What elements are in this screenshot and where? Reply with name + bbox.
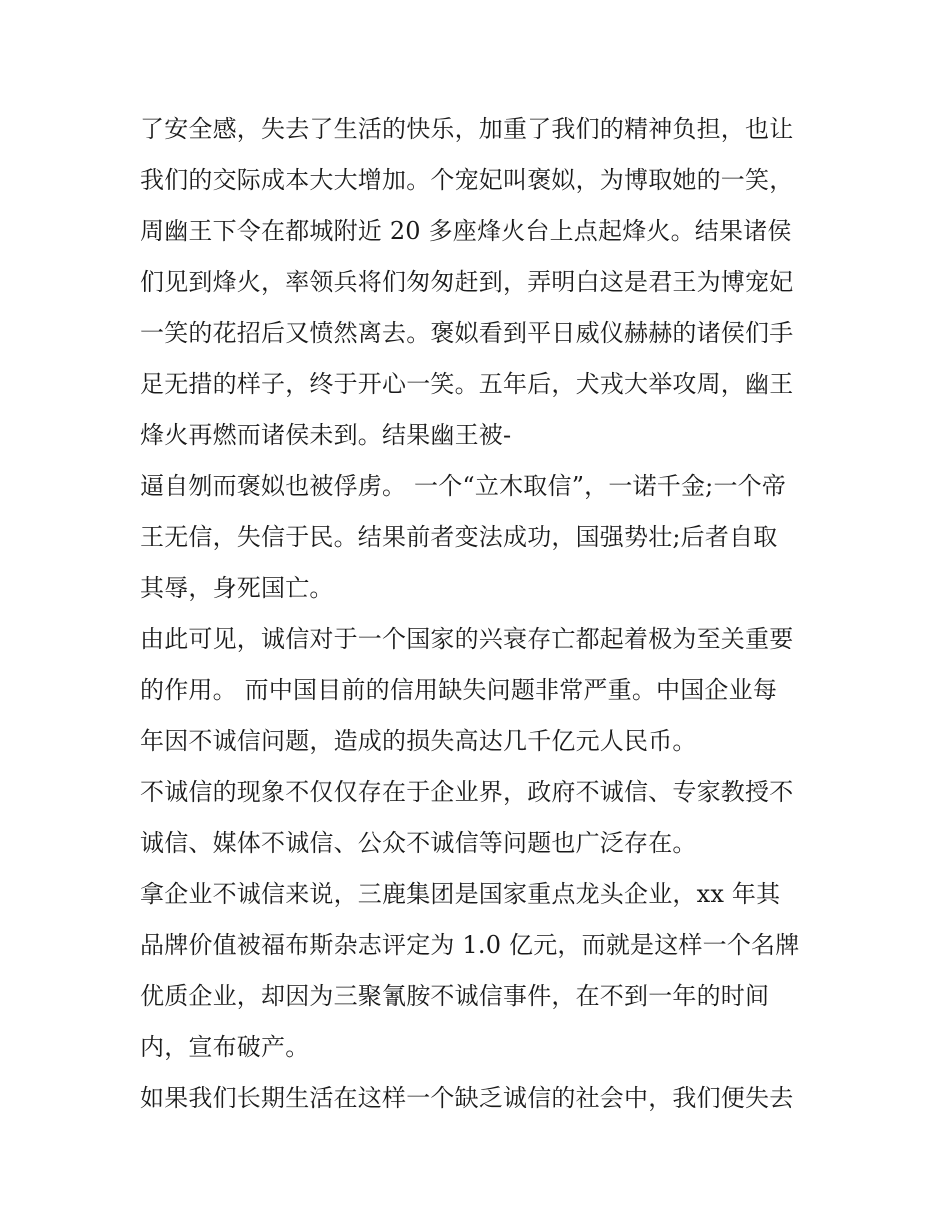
text-line: 了安全感，失去了生活的快乐，加重了我们的精神负担，也让 xyxy=(140,115,794,143)
text-line: 优质企业，却因为三聚氰胺不诚信事件，在不到一年的时间 xyxy=(140,982,770,1010)
text-line: 足无措的样子，终于开心一笑。五年后，犬戎大举攻周，幽王 xyxy=(140,370,794,398)
text-line: 拿企业不诚信来说，三鹿集团是国家重点龙头企业，xx 年其 xyxy=(140,880,781,908)
text-line: 王无信，失信于民。结果前者变法成功，国强势壮;后者自取 xyxy=(140,523,778,551)
text-line: 其辱，身死国亡。 xyxy=(140,574,334,602)
text-line: 由此可见，诚信对于一个国家的兴衰存亡都起着极为至关重要 xyxy=(140,625,794,653)
text-line: 一笑的花招后又愤然离去。褒姒看到平日威仪赫赫的诸侯们手 xyxy=(140,319,794,347)
text-line: 不诚信的现象不仅仅存在于企业界，政府不诚信、专家教授不 xyxy=(140,778,794,806)
text-line: 我们的交际成本大大增加。个宠妃叫褒姒，为博取她的一笑， xyxy=(140,166,794,194)
text-line: 内，宣布破产。 xyxy=(140,1033,310,1061)
text-line: 逼自刎而褒姒也被俘虏。 一个“立木取信”，一诺千金;一个帝 xyxy=(140,472,787,500)
text-line: 品牌价值被福布斯杂志评定为 1.0 亿元，而就是这样一个名牌 xyxy=(140,931,800,959)
text-line: 们见到烽火，率领兵将们匆匆赶到，弄明白这是君王为博宠妃 xyxy=(140,268,794,296)
document-body xyxy=(140,104,820,1124)
text-line: 的作用。 而中国目前的信用缺失问题非常严重。中国企业每 xyxy=(140,676,778,704)
text-line: 如果我们长期生活在这样一个缺乏诚信的社会中，我们便失去 xyxy=(140,1084,794,1112)
text-line: 年因不诚信问题，造成的损失高达几千亿元人民币。 xyxy=(140,727,697,755)
text-line: 诚信、媒体不诚信、公众不诚信等问题也广泛存在。 xyxy=(140,829,697,857)
text-line: 烽火再燃而诸侯未到。结果幽王被- xyxy=(140,421,512,449)
text-line: 周幽王下令在都城附近 20 多座烽火台上点起烽火。结果诸侯 xyxy=(140,217,792,245)
